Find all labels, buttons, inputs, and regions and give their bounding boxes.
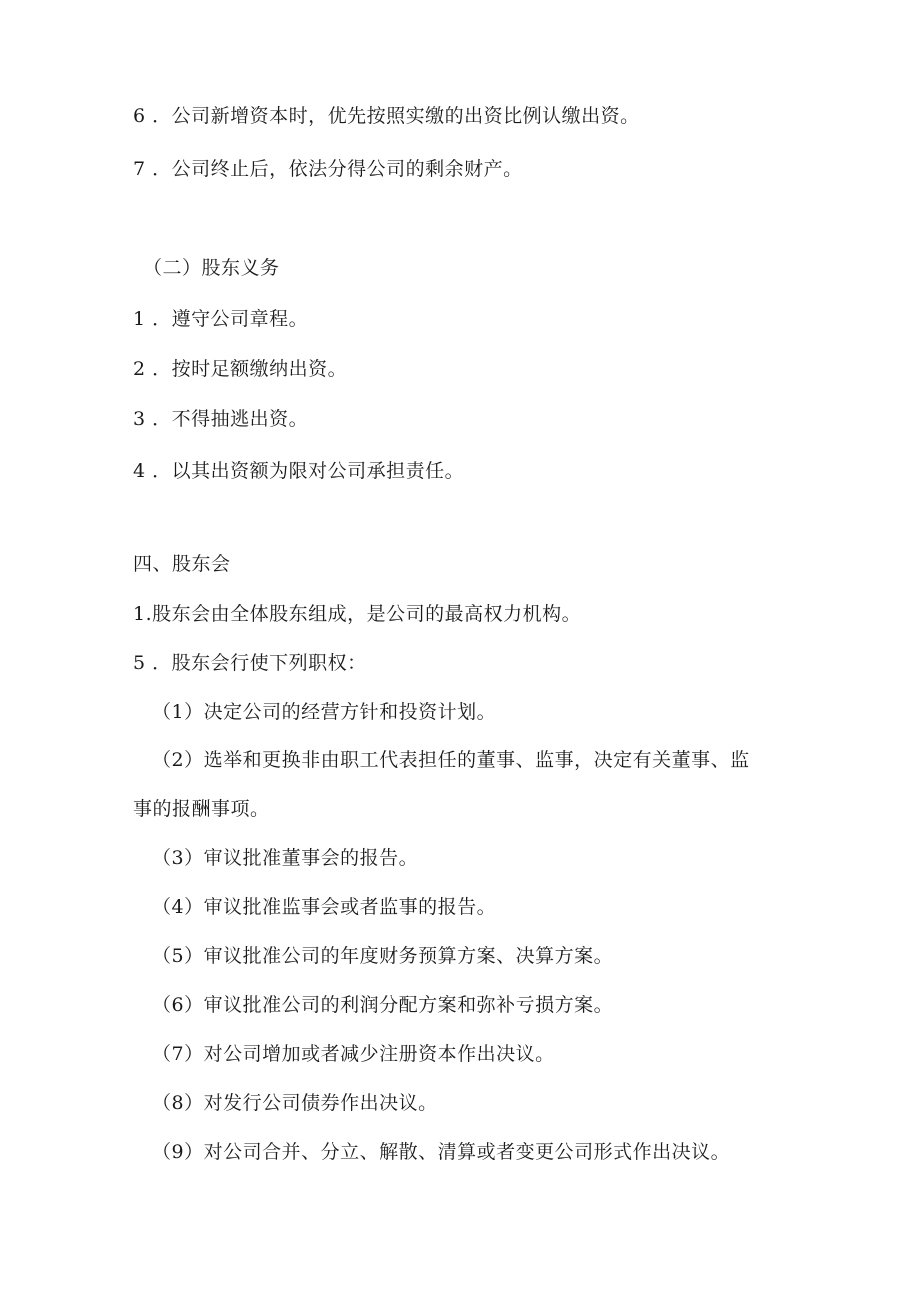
text-line-obligation-2: 2 ．按时足额缴纳出资。 <box>133 358 348 380</box>
section-heading-shareholder-obligations: （二）股东义务 <box>143 257 280 279</box>
section-heading-shareholders-meeting: 四、股东会 <box>133 553 231 575</box>
text-line-power-8: （8）对发行公司债券作出决议。 <box>152 1092 438 1114</box>
text-line-obligation-1: 1 ．遵守公司章程。 <box>133 308 309 330</box>
text-line-right-7: 7 ．公司终止后，依法分得公司的剩余财产。 <box>133 158 523 180</box>
text-line-power-9: （9）对公司合并、分立、解散、清算或者变更公司形式作出决议。 <box>152 1141 731 1163</box>
text-line-power-7: （7）对公司增加或者减少注册资本作出决议。 <box>152 1043 555 1065</box>
text-line-obligation-3: 3 ．不得抽逃出资。 <box>133 408 309 430</box>
text-line-meeting-1: 1.股东会由全体股东组成，是公司的最高权力机构。 <box>133 603 582 625</box>
text-line-power-2: （2）选举和更换非由职工代表担任的董事、监事，决定有关董事、监 <box>152 749 750 771</box>
text-line-power-6: （6）审议批准公司的利润分配方案和弥补亏损方案。 <box>152 994 614 1016</box>
text-line-meeting-5: 5 ．股东会行使下列职权： <box>133 652 367 674</box>
text-line-power-3: （3）审议批准董事会的报告。 <box>152 847 419 869</box>
text-line-power-1: （1）决定公司的经营方针和投资计划。 <box>152 701 497 723</box>
text-line-power-5: （5）审议批准公司的年度财务预算方案、决算方案。 <box>152 945 614 967</box>
text-line-right-6: 6 ．公司新增资本时，优先按照实缴的出资比例认缴出资。 <box>133 105 640 127</box>
text-line-power-2-continued: 事的报酬事项。 <box>133 798 270 820</box>
text-line-obligation-4: 4 ．以其出资额为限对公司承担责任。 <box>133 460 465 482</box>
text-line-power-4: （4）审议批准监事会或者监事的报告。 <box>152 896 497 918</box>
